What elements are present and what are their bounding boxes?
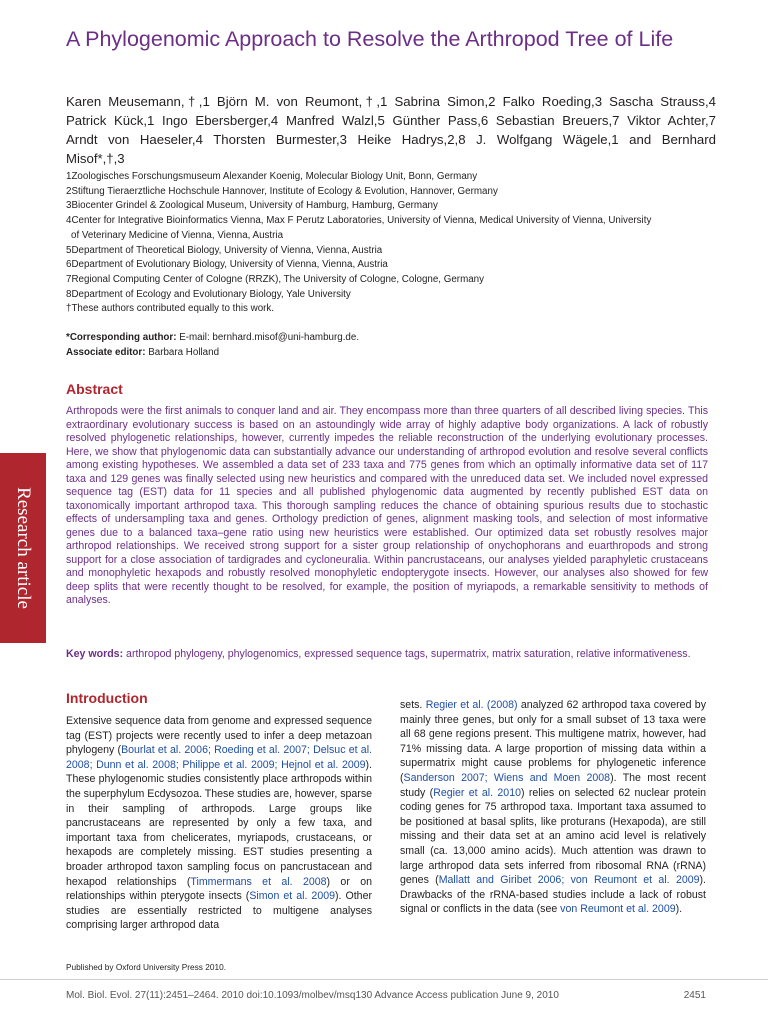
body-text: ) or on relationships within pterygote insects ( [66, 875, 373, 903]
affiliation: of Veterinary Medicine of Vienna, Vienna, Austria [71, 229, 284, 241]
citation-link[interactable]: Sanderson 2007; Wiens and Moen 2008 [403, 771, 611, 784]
introduction-heading: Introduction [66, 690, 148, 706]
author-line: Karen Meusemann,†,1 Björn M. von Reumont,†,1 Sabrina Simon,2 Falko Roeding,3 Sascha Strauss,4 [66, 94, 716, 109]
author-list [66, 92, 716, 168]
affiliation: 1Zoologisches Forschungsmuseum Alexander Koenig, Molecular Biology Unit, Bonn, Germany [66, 171, 478, 182]
intro-left-column [66, 714, 372, 933]
intro-paragraph [66, 714, 372, 933]
body-text: ). These phylogenomic studies consistently place arthropods within the superphylum Ecdysozoa. These studies are, however, sparse in their sampling of arthropods. Large groups like pancrustaceans are represented by only a few taxa, and important taxa from chelicerates, myriapods, crustaceans, or hexapods are completely missing. EST studies presenting a broader arthropod taxon sampling focus on pancrustacean and hexapod relationships ( [66, 758, 373, 888]
citation-link[interactable]: Regier et al. (2008) [425, 699, 518, 711]
article-type-tab [0, 453, 46, 643]
editor-label: Associate editor: [66, 346, 146, 358]
affiliation: 3Biocenter Grindel & Zoological Museum, University of Hamburg, Hamburg, Germany [66, 200, 438, 212]
affiliation: 6Department of Evolutionary Biology, University of Vienna, Vienna, Austria [66, 259, 388, 271]
intro-right-column [400, 698, 706, 917]
corresponding-author [66, 331, 716, 346]
footer-divider [0, 979, 768, 980]
article-title: A Phylogenomic Approach to Resolve the Arthropod Tree of Life [66, 27, 674, 51]
citation-link[interactable]: Simon et al. 2009 [249, 890, 335, 903]
equal-contribution-note: †These authors contributed equally to this work. [66, 303, 275, 315]
keywords-text: arthropod phylogeny, phylogenomics, expressed sequence tags, supermatrix, matrix saturation, relative informativeness. [123, 648, 691, 660]
body-text: ) relies on selected 62 nuclear protein coding genes for 75 arthropod taxa. Important taxa assumed to be positioned at basal splits, like proturans (Hexapoda), are still missing and their data set at an amino acid level is relatively small (ca. 13,000 amino acids). Much attention was drawn to large arthropod data sets inferred from ribosomal RNA (rRNA) genes ( [400, 786, 706, 887]
corresponding-label: *Corresponding author: [66, 332, 177, 343]
body-text: analyzed 62 arthropod taxa covered by mainly three genes, but only for a small subset of 13 taxa were all 68 gene regions present. This multigene matrix, however, had 71% missing data. A large proportion of missing data within a supermatrix might cause problems for phylogenetic inference ( [400, 699, 706, 784]
abstract-body [66, 405, 708, 608]
affiliation: 8Department of Ecology and Evolutionary Biology, Yale University [66, 288, 351, 300]
body-text: ). Other studies are essentially restricted to multigene analyses comprising larger arthropod data [66, 890, 372, 932]
article-type-label: Research article [13, 487, 34, 609]
journal-citation: Mol. Biol. Evol. 27(11):2451–2464. 2010 doi:10.1093/molbev/msq130 Advance Access publication June 9, 2010 [66, 990, 559, 1001]
corresponding-email[interactable]: E-mail: bernhard.misof@uni-hamburg.de. [176, 332, 360, 343]
body-text: ). Drawbacks of the rRNA-based studies include a lack of robust signal or conflicts in the data (see [400, 874, 706, 916]
author-line: Misof*,†,3 [66, 151, 125, 166]
publisher-note: Published by Oxford University Press 2010. [66, 962, 227, 972]
body-text: Extensive sequence data from genome and expressed sequence tag (EST) projects were recently used to infer a deep metazoan phylogeny ( [66, 715, 372, 757]
affiliation: 4Center for Integrative Bioinformatics Vienna, Max F Perutz Laboratories, University of Vienna, Medical University of Vienna, University [66, 215, 652, 227]
abstract-heading: Abstract [66, 381, 123, 397]
affiliations [66, 170, 716, 317]
affiliation: 5Department of Theoretical Biology, University of Vienna, Vienna, Austria [66, 244, 383, 256]
body-text: sets. [400, 699, 426, 711]
intro-paragraph [400, 698, 706, 917]
page-number: 2451 [683, 990, 706, 1001]
body-text: ). [675, 903, 683, 916]
affiliation: 2Stiftung Tieraerztliche Hochschule Hannover, Institute of Ecology & Evolution, Hannover, Germany [66, 185, 498, 197]
author-line: Arndt von Haeseler,4 Thorsten Burmester,3 Heike Hadrys,2,8 J. Wolfgang Wägele,1 and Bernhard [66, 132, 716, 147]
citation-link[interactable]: Regier et al. 2010 [433, 786, 521, 799]
keywords [66, 648, 708, 662]
citation-link[interactable]: Timmermans et al. 2008 [190, 875, 327, 888]
associate-editor [66, 346, 716, 361]
abstract-text: Arthropods were the first animals to conquer land and air. They encompass more than three quarters of all described living species. This extraordinary evolutionary success is based on an astoundingly wide array of highly adaptive body organizations. A lack of robustly resolved phylogenetic relationships, however, currently impedes the reliable reconstruction of the underlying evolutionary processes. Here, we show that phylogenomic data can substantially advance our understanding of arthropod evolution and resolve several conflicts among existing hypotheses. We assembled a data set of 233 taxa and 775 genes from which an optimally informative data set of 117 taxa and 129 genes was finally selected using new heuristics and compared with the unreduced data set. We included novel expressed sequence tag (EST) data for 11 species and all published phylogenomic data augmented by recently published EST data on taxonomically important arthropod taxa. This thorough sampling reduces the chance of obtaining spurious results due to stochastic effects of undersampling taxa and genes. Orthology prediction of genes, alignment masking tools, and selection of most informative genes due to a balanced taxa–gene ratio using new heuristics were established. Our optimized data set robustly resolves major arthropod relationships. We received strong support for a sister group relationship of onychophorans and euarthropods and strong support for a close association of tardigrades and cycloneuralia. Within pancrustaceans, our analyses yielded paraphyletic crustaceans and monophyletic hexapods and robustly resolved monophyletic endopterygote insects. However, our analyses also showed for few deep splits that were recently thought to be resolved, for example, the position of myriapods, a remarkable sensitivity to methods of analyses. [66, 405, 708, 606]
affiliation: 7Regional Computing Center of Cologne (RRZK), The University of Cologne, Cologne, Germany [66, 273, 485, 285]
keywords-label: Key words: [66, 648, 124, 660]
contact-info [66, 331, 716, 361]
citation-link[interactable]: Mallatt and Giribet 2006; von Reumont et al. 2009 [438, 874, 700, 887]
editor-name: Barbara Holland [145, 346, 220, 358]
citation-link[interactable]: Bourlat et al. 2006; Roeding et al. 2007; Delsuc et al. 2008; Dunn et al. 2008; Philippe et al. 2009; Hejnol et al. 2009 [66, 744, 372, 771]
citation-link[interactable]: von Reumont et al. 2009 [560, 903, 676, 916]
body-text: ). The most recent study ( [400, 771, 707, 799]
author-line: Patrick Kück,1 Ingo Ebersberger,4 Manfred Walzl,5 Günther Pass,6 Sebastian Breuers,7 Viktor Achter,7 [66, 113, 716, 128]
